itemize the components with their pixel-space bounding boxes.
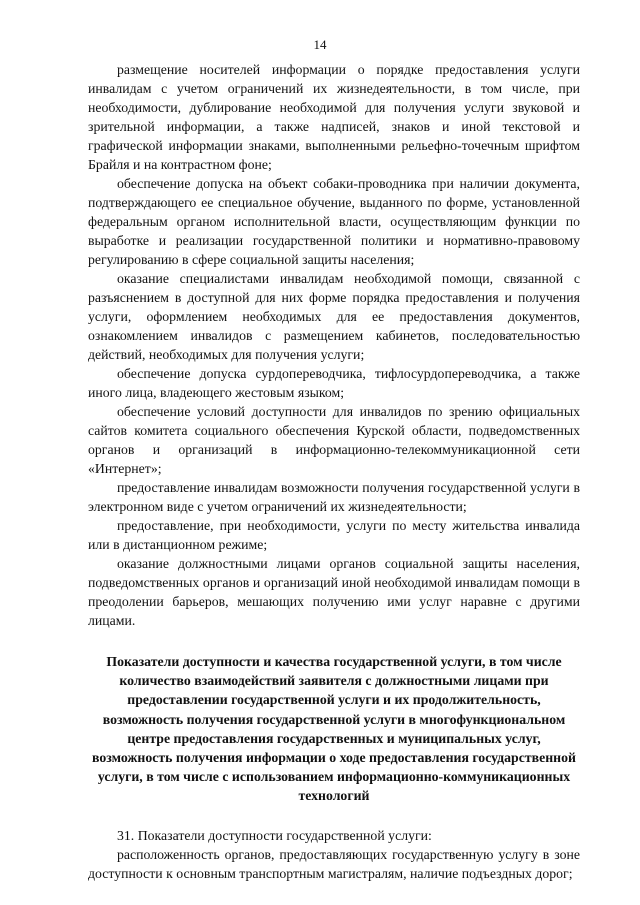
paragraph-electronic-service: предоставление инвалидам возможности получения государственной услуги в электронном виде с учетом ограничений их жизнедеятельности; [88,480,580,514]
paragraph-guide-dog: обеспечение допуска на объект собаки-проводника при наличии документа, подтверждающего ее специальное обучение, выданного по форме, установленной федеральным органом исполнительной власти, осуществляющим функции по выработке и реализации государственной политики и нормативно-правовому регулированию в сфере социальной защиты населения; [88,176,580,267]
paragraph-website-accessibility: обеспечение условий доступности для инвалидов по зрению официальных сайтов комитета социального обеспечения Курской области, подведомственных органов и организаций в информационно-телекоммуникационной сети «Интернет»; [88,404,580,476]
document-body [88,60,580,883]
paragraph-sign-interpreter: обеспечение допуска сурдопереводчика, тифлосурдопереводчика, а также иного лица, владеющего жестовым языком; [88,366,580,400]
page-number: 14 [313,37,327,52]
paragraph-item-31: 31. Показатели доступности государственной услуги: [117,827,432,843]
section-heading: Показатели доступности и качества государственной услуги, в том числе количество взаимодействий заявителя с должностными лицами при предоставлении государственной услуги и их продолжительность, возможность получения государственной услуги в многофункциональном центре предоставления государственных и муниципальных услуг, возможность получения информации о ходе предоставления государственной услуги, в том числе с использованием информационно-коммуникационных технологий [92,654,576,804]
paragraph-specialist-help: оказание специалистами инвалидам необходимой помощи, связанной с разъяснением в доступной для них форме порядка предоставления и получения услуги, оформлением необходимых для ее предоставления документов, ознакомлением инвалидов с размещением кабинетов, последовательностью действий, необходимых для получения услуги; [88,271,580,362]
paragraph-remote-service: предоставление, при необходимости, услуги по месту жительства инвалида или в дистанционном режиме; [88,518,580,552]
paragraph-braille-info: размещение носителей информации о порядке предоставления услуги инвалидам с учетом ограничений их жизнедеятельности, в том числе, при необходимости, дублирование необходимой для получения услуги звуковой и зрительной информации, а также надписей, знаков и иной текстовой и графической информации знаками, выполненными рельефно-точечным шрифтом Брайля и на контрастном фоне; [88,62,580,172]
paragraph-barrier-assistance: оказание должностными лицами органов социальной защиты населения, подведомственных органов и организаций иной необходимой инвалидам помощи в преодолении барьеров, мешающих получению ими услуг наравне с другими лицами. [88,556,580,628]
paragraph-transport-access: расположенность органов, предоставляющих государственную услугу в зоне доступности к основным транспортным магистралям, наличие подъездных дорог; [88,846,580,881]
